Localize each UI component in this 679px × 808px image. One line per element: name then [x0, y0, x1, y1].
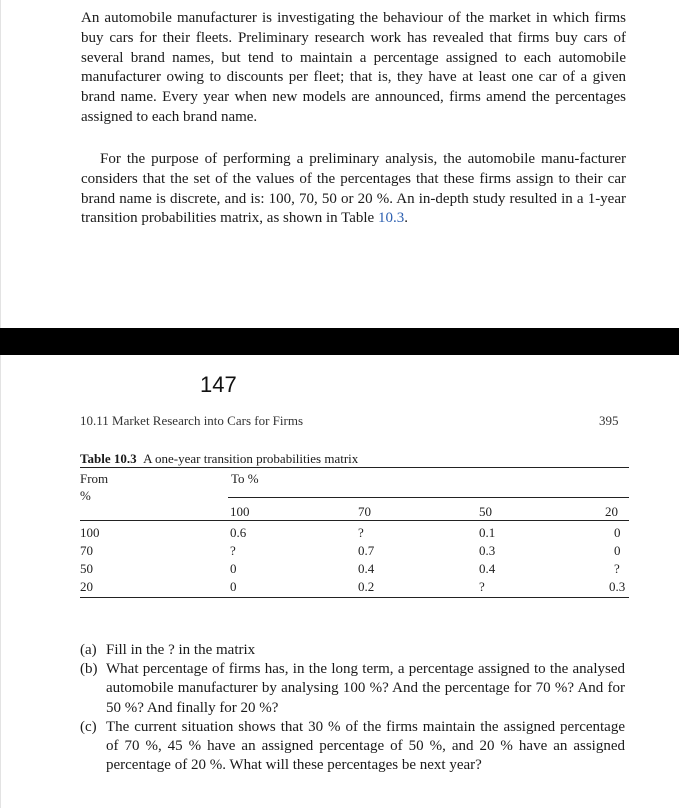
table-cell: 0.3 — [609, 579, 626, 594]
table-cell: 0.3 — [479, 543, 496, 558]
analysis-paragraph-end: . — [404, 210, 408, 227]
column-header: 100 — [230, 504, 250, 519]
question-list — [80, 641, 625, 775]
table-cell: 0.4 — [358, 561, 375, 576]
table-top-rule — [80, 467, 629, 468]
table-caption-label: Table 10.3 — [80, 451, 137, 466]
to-rule — [228, 497, 629, 498]
from-header: From — [80, 471, 109, 486]
running-page-number: 395 — [599, 413, 619, 428]
table-reference-link[interactable]: 10.3 — [377, 210, 405, 227]
table-caption-text: A one-year transition probabilities matrix — [143, 451, 359, 466]
column-header: 70 — [358, 504, 371, 519]
running-head: 10.11 Market Research into Cars for Firms — [80, 413, 303, 428]
page-separator-band — [0, 328, 679, 355]
table-cell: 0.7 — [358, 543, 375, 558]
table-cell: 0.1 — [479, 525, 496, 540]
page-marker: 147 — [200, 372, 237, 397]
question-item — [80, 660, 625, 718]
header-rule — [80, 520, 629, 521]
table-cell: ? — [479, 579, 485, 594]
from-unit: % — [80, 488, 91, 503]
table-caption — [80, 451, 358, 467]
table-cell: 0 — [614, 525, 621, 540]
intro-paragraph: An automobile manufacturer is investigating the behaviour of the market in which firms buy cars for their fleets. Preliminary research work has revealed that firms buy cars of several brand names, but tend to maintain a percentage assigned to each automobile manufacturer owing to discounts per fleet; that is, they have at least one car of a given brand name. Every year when new models are announced, firms amend the percentages assigned to each brand name. — [81, 10, 626, 125]
row-label: 70 — [80, 543, 93, 558]
row-label: 20 — [80, 579, 93, 594]
table-cell: ? — [230, 543, 236, 558]
analysis-paragraph-text: For the purpose of performing a preliminary analysis, the automobile manu-facturer considers that the set of the values of the percentages that these firms assign to their car brand name is discrete, and is: 100, 70, 50 or 20 %. An in-depth study resulted in a 1-year transition probabilities matrix, as shown in Table — [81, 151, 626, 227]
column-header: 50 — [479, 504, 492, 519]
question-item — [80, 641, 625, 660]
analysis-paragraph — [81, 150, 626, 229]
column-header: 20 — [605, 504, 618, 519]
table-cell: 0 — [614, 543, 621, 558]
to-header: To % — [231, 471, 259, 486]
table-cell: 0 — [230, 561, 237, 576]
upper-page — [0, 0, 679, 328]
question-text: Fill in the ? in the matrix — [106, 642, 256, 658]
question-label: (a) — [80, 642, 97, 658]
table-cell: 0 — [230, 579, 237, 594]
question-label: (c) — [80, 718, 97, 735]
table-cell: 0.4 — [479, 561, 496, 576]
table-cell: ? — [358, 525, 364, 540]
row-label: 100 — [80, 525, 100, 540]
table-cell: ? — [614, 561, 620, 576]
row-label: 50 — [80, 561, 93, 576]
question-label: (b) — [80, 661, 98, 678]
question-text: The current situation shows that 30 % of the firms maintain the assigned percentage of 70 %, 45 % have an assigned percentage of 50 %, and 20 % have an assigned percentage of 20 %. What will these percentages be next year? — [106, 718, 625, 774]
table-bottom-rule — [80, 597, 629, 598]
question-item — [80, 718, 625, 776]
question-text: What percentage of firms has, in the long term, a percentage assigned to the analysed automobile manufacturer by analysing 100 %? And the percentage for 70 %? And for 50 %? And finally for 20 %? — [106, 661, 625, 716]
table-cell: 0.2 — [358, 579, 375, 594]
table-cell: 0.6 — [230, 525, 247, 540]
